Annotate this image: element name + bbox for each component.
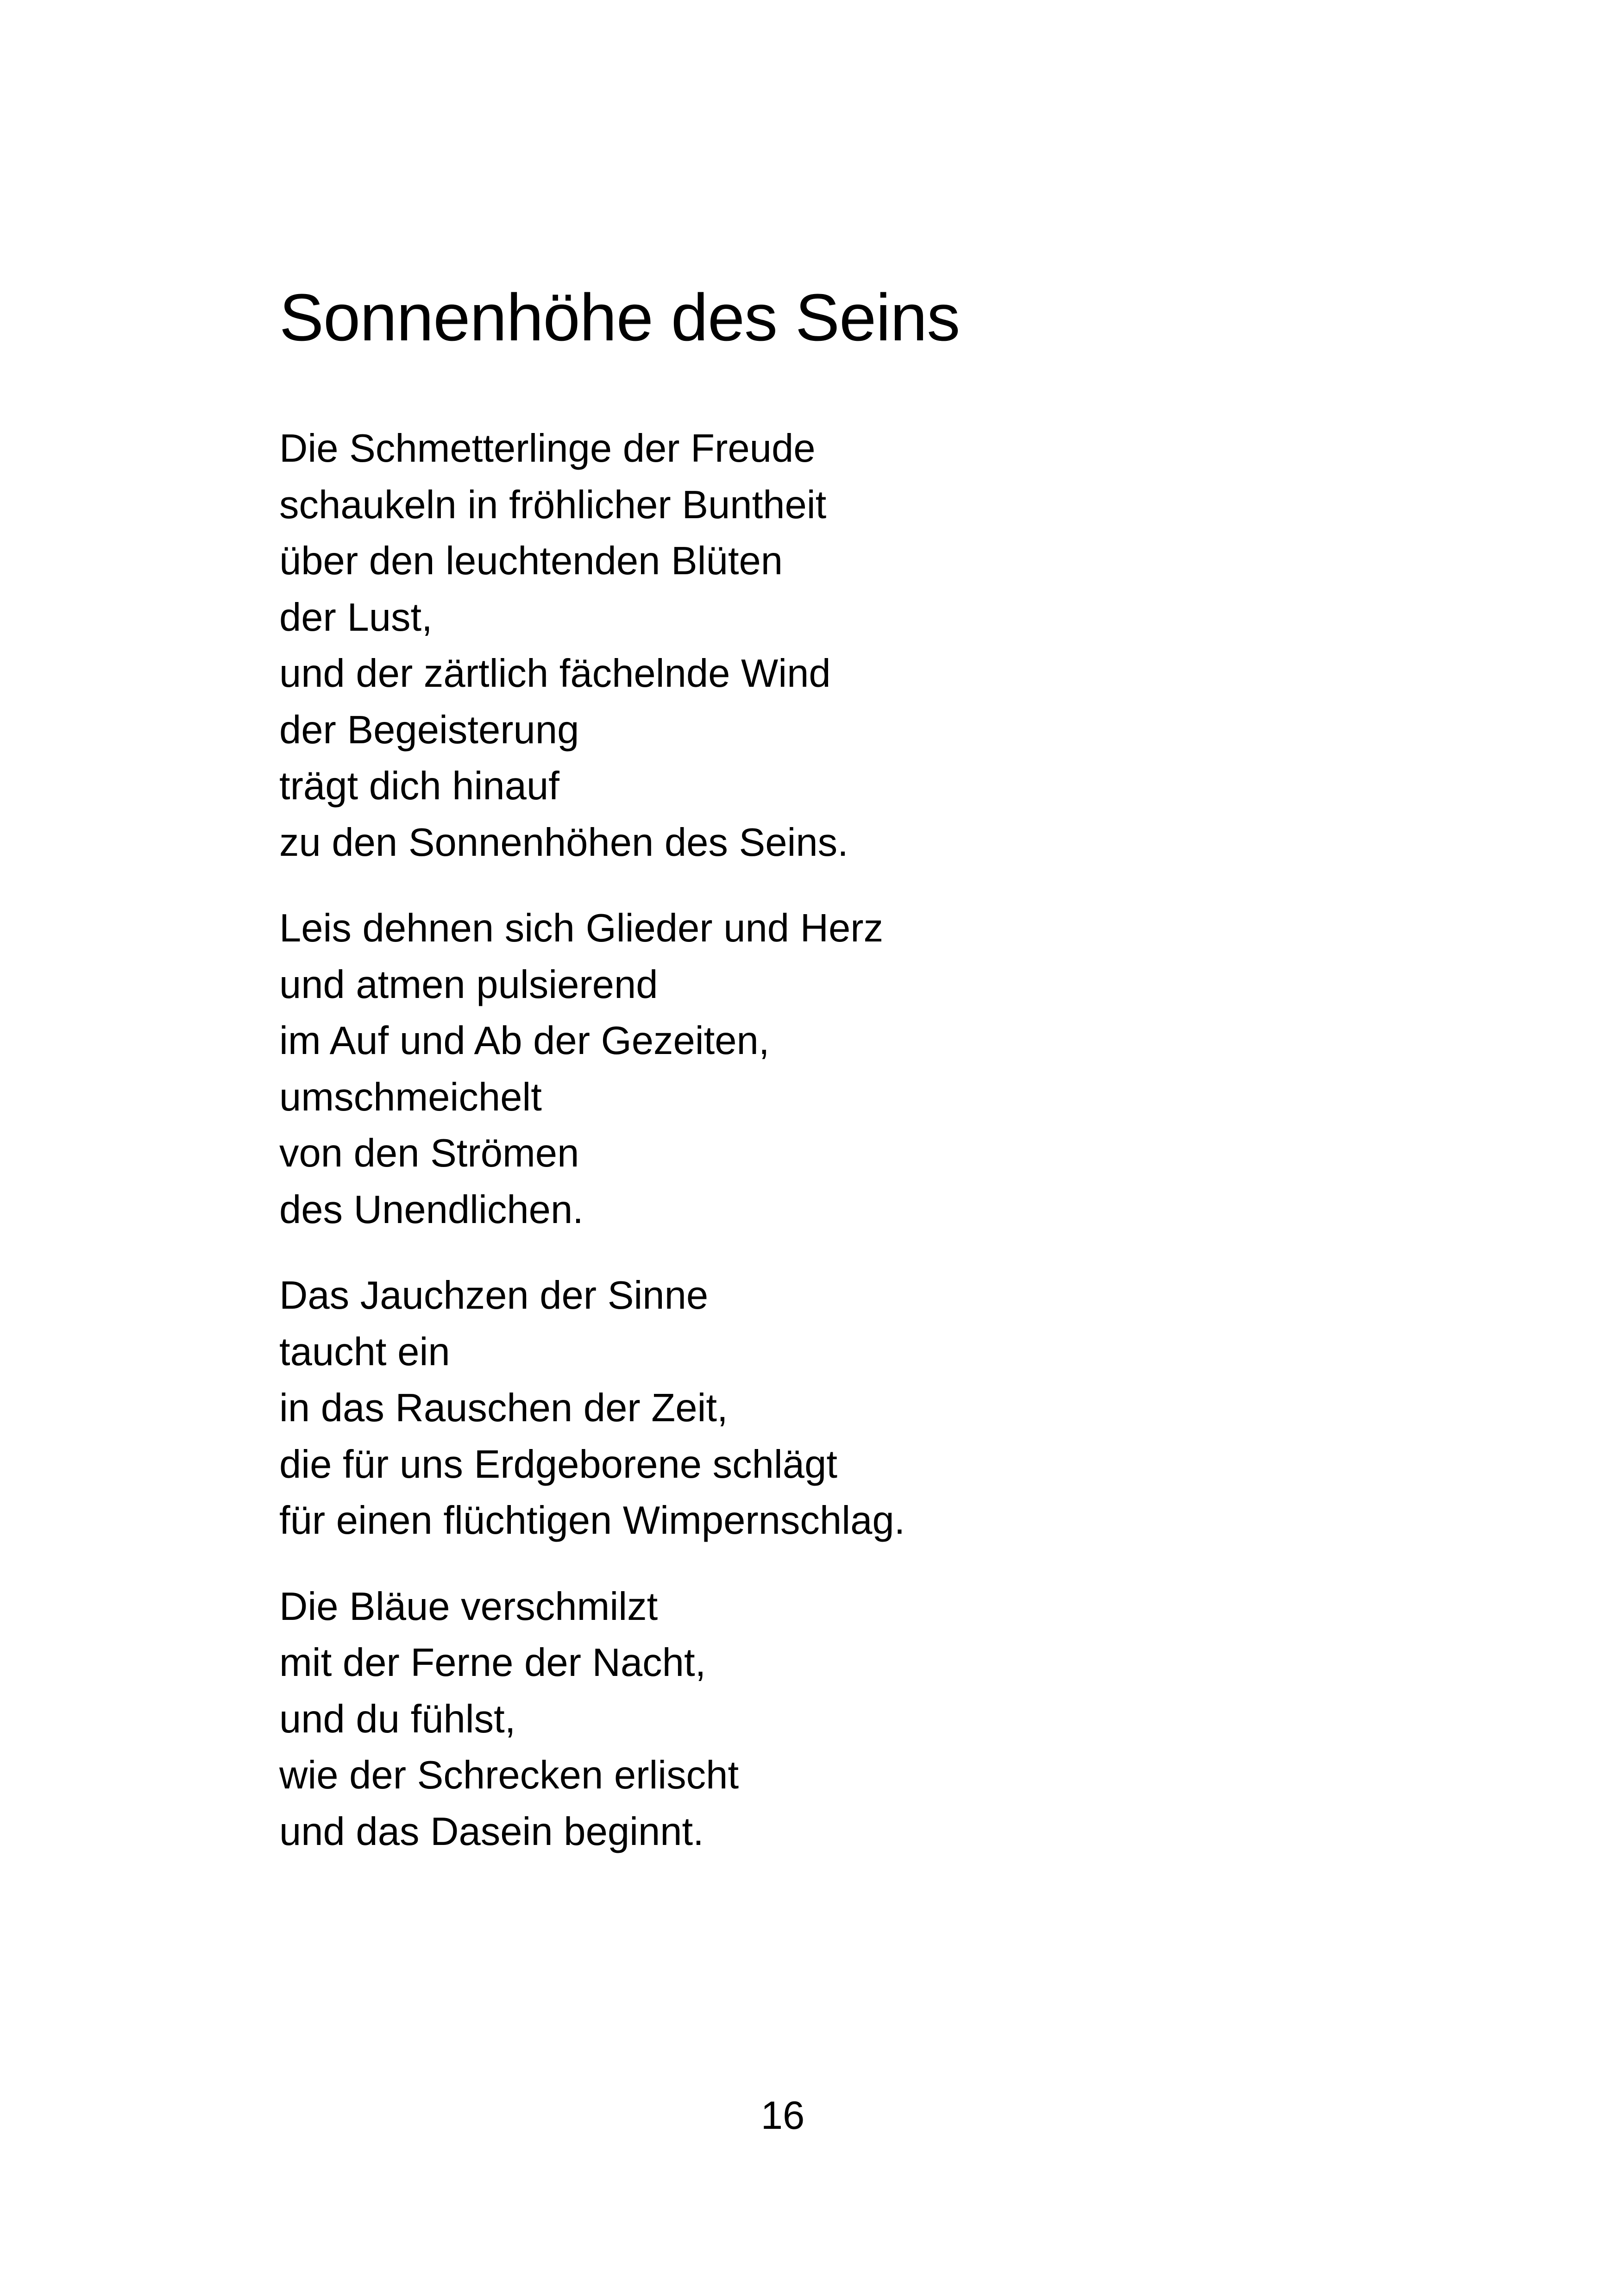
- poem-line: über den leuchtenden Blüten: [279, 539, 783, 583]
- poem-line: und der zärtlich fächelnde Wind: [279, 652, 831, 696]
- poem-line: wie der Schrecken erlischt: [279, 1753, 739, 1797]
- poem-line: mit der Ferne der Nacht,: [279, 1641, 706, 1685]
- poem-line: umschmeichelt: [279, 1075, 542, 1119]
- poem-line: im Auf und Ab der Gezeiten,: [279, 1019, 770, 1063]
- stanza-1: [279, 420, 1391, 871]
- poem-line: des Unendlichen.: [279, 1187, 584, 1232]
- poem-line: der Begeisterung: [279, 708, 579, 752]
- poem-line: zu den Sonnenhöhen des Seins.: [279, 820, 848, 865]
- poem-line: und du fühlst,: [279, 1697, 516, 1741]
- poem-line: Die Bläue verschmilzt: [279, 1584, 658, 1629]
- stanza-3: [279, 1267, 1391, 1549]
- poem-body: [279, 420, 1391, 1889]
- poem-title: Sonnenhöhe des Seins: [279, 280, 960, 355]
- poem-line: für einen flüchtigen Wimpernschlag.: [279, 1499, 905, 1543]
- poem-line: der Lust,: [279, 595, 433, 640]
- poem-line: Das Jauchzen der Sinne: [279, 1273, 709, 1317]
- poem-line: taucht ein: [279, 1330, 450, 1374]
- poem-line: und das Dasein beginnt.: [279, 1809, 704, 1854]
- poem-line: und atmen pulsierend: [279, 962, 658, 1007]
- poem-line: in das Rauschen der Zeit,: [279, 1386, 728, 1430]
- poem-line: trägt dich hinauf: [279, 764, 559, 808]
- poem-line: schaukeln in fröhlicher Buntheit: [279, 483, 827, 527]
- poem-line: von den Strömen: [279, 1131, 579, 1175]
- poem-line: die für uns Erdgeborene schlägt: [279, 1442, 837, 1487]
- page-number: 16: [760, 2094, 805, 2138]
- stanza-2: [279, 900, 1391, 1238]
- stanza-4: [279, 1579, 1391, 1860]
- poem-line: Die Schmetterlinge der Freude: [279, 427, 816, 470]
- poem-line: Leis dehnen sich Glieder und Herz: [279, 906, 884, 950]
